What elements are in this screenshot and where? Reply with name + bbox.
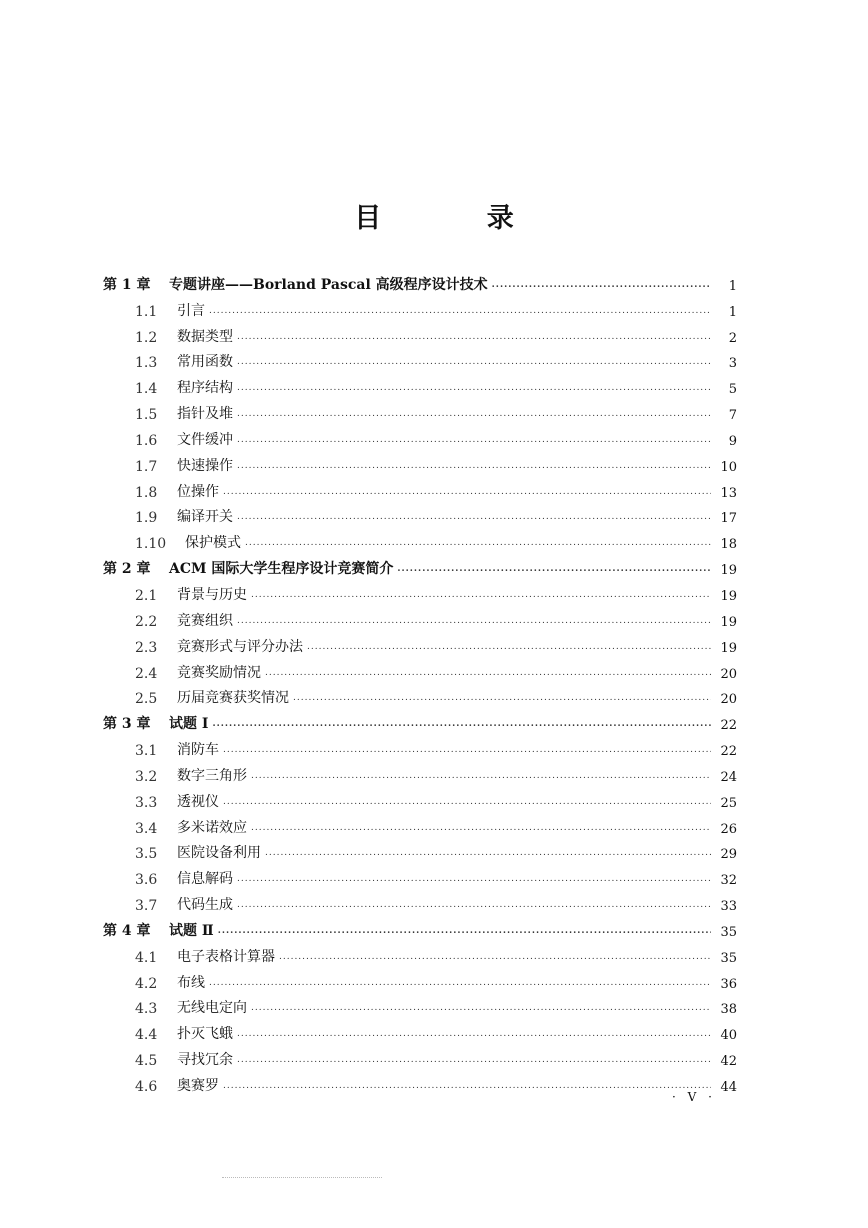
entry-title: 竞赛奖励情况: [177, 664, 261, 681]
entry-title: 程序结构: [177, 380, 233, 397]
toc-section-entry: [103, 888, 737, 914]
dot-leader: [492, 280, 711, 290]
dot-leader: [307, 642, 711, 652]
entry-number: 1.3: [135, 355, 158, 372]
entry-number: 1.8: [135, 484, 158, 501]
toc-section-entry: [103, 862, 737, 888]
entry-title: 医院设备利用: [177, 845, 261, 862]
dot-leader: [251, 590, 711, 600]
entry-number: 3.5: [135, 846, 158, 863]
entry-title: 消防车: [177, 742, 219, 759]
entry-title: 快速操作: [177, 457, 233, 474]
dot-leader: [209, 978, 711, 988]
entry-number: 3.2: [135, 768, 158, 785]
toc-section-entry: [103, 604, 737, 630]
entry-page-number: 10: [720, 459, 737, 475]
entry-number: 1.2: [135, 329, 158, 346]
entry-number: 3.6: [135, 872, 158, 889]
dot-leader: [237, 409, 711, 419]
entry-page-number: 5: [728, 382, 737, 398]
entry-title: 竞赛组织: [177, 612, 233, 629]
dot-leader: [237, 900, 711, 910]
page-title: 目 录: [354, 203, 562, 234]
entry-page-number: 26: [720, 821, 737, 837]
entry-number: 3.7: [135, 898, 158, 915]
entry-title: 寻找冗余: [177, 1052, 233, 1069]
entry-page-number: 42: [720, 1054, 737, 1070]
toc-chapter-entry: [103, 707, 737, 733]
entry-page-number: 17: [720, 511, 737, 527]
entry-page-number: 38: [720, 1002, 737, 1018]
toc-section-entry: [103, 811, 737, 837]
entry-title: 数据类型: [177, 328, 233, 345]
dot-leader: [251, 823, 711, 833]
entry-number: 3.1: [135, 743, 158, 760]
entry-number: 第 3 章: [103, 716, 151, 733]
entry-page-number: 20: [720, 666, 737, 682]
toc-chapter-entry: [103, 552, 737, 578]
entry-number: 1.5: [135, 407, 158, 424]
dot-leader: [279, 952, 711, 962]
dot-leader: [237, 874, 711, 884]
entry-number: 4.2: [135, 975, 158, 992]
entry-page-number: 35: [720, 950, 737, 966]
toc-section-entry: [103, 1069, 737, 1095]
dot-leader: [251, 1003, 711, 1013]
entry-number: 2.4: [135, 665, 158, 682]
entry-title: 编译开关: [177, 509, 233, 526]
toc-section-entry: [103, 656, 737, 682]
entry-title: 布线: [177, 974, 205, 991]
entry-number: 1.1: [135, 303, 158, 320]
entry-page-number: 19: [720, 588, 737, 604]
dot-leader: [265, 848, 711, 858]
dot-leader: [237, 357, 711, 367]
entry-number: 4.3: [135, 1001, 158, 1018]
dot-leader: [245, 538, 711, 548]
toc-section-entry: [103, 940, 737, 966]
toc-section-entry: [103, 682, 737, 708]
entry-page-number: 33: [720, 899, 737, 915]
toc-section-entry: [103, 526, 737, 552]
dot-leader: [223, 745, 711, 755]
toc-section-entry: [103, 578, 737, 604]
entry-number: 第 2 章: [103, 561, 151, 578]
entry-page-number: 20: [720, 692, 737, 708]
entry-number: 3.3: [135, 794, 158, 811]
entry-title: ACM 国际大学生程序设计竞赛简介: [169, 561, 394, 578]
dot-leader: [237, 1055, 711, 1065]
entry-page-number: 22: [720, 744, 737, 760]
entry-number: 4.1: [135, 949, 158, 966]
dot-leader: [293, 693, 711, 703]
entry-page-number: 9: [728, 433, 737, 449]
entry-title: 历届竞赛获奖情况: [177, 690, 289, 707]
entry-title: 数字三角形: [177, 767, 247, 784]
entry-number: 1.7: [135, 458, 158, 475]
toc-section-entry: [103, 320, 737, 346]
entry-page-number: 35: [720, 924, 737, 940]
toc-section-entry: [103, 501, 737, 527]
dot-leader: [237, 332, 711, 342]
entry-title: 代码生成: [177, 897, 233, 914]
entry-title: 保护模式: [185, 535, 241, 552]
scan-smudge: [222, 1177, 382, 1181]
entry-number: 1.10: [135, 536, 167, 553]
entry-page-number: 22: [720, 718, 737, 734]
entry-number: 第 4 章: [103, 922, 151, 939]
entry-page-number: 40: [720, 1028, 737, 1044]
entry-title: 背景与历史: [177, 586, 247, 603]
entry-page-number: 3: [728, 356, 737, 372]
dot-leader: [251, 771, 711, 781]
toc-section-entry: [103, 785, 737, 811]
entry-page-number: 13: [720, 485, 737, 501]
entry-number: 2.5: [135, 691, 158, 708]
entry-number: 第 1 章: [103, 276, 151, 293]
entry-number: 4.4: [135, 1027, 158, 1044]
entry-title: 试题 I: [169, 716, 209, 733]
entry-title: 多米诺效应: [177, 819, 247, 836]
entry-title: 试题 Ⅱ: [169, 922, 214, 939]
entry-title: 无线电定向: [177, 1000, 247, 1017]
entry-page-number: 32: [720, 873, 737, 889]
toc-chapter-entry: [103, 268, 737, 294]
toc-section-entry: [103, 449, 737, 475]
toc-section-entry: [103, 294, 737, 320]
dot-leader: [212, 719, 711, 729]
dot-leader: [237, 1029, 711, 1039]
entry-number: 2.3: [135, 639, 158, 656]
entry-title: 电子表格计算器: [177, 948, 275, 965]
entry-page-number: 44: [720, 1080, 737, 1095]
toc-section-entry: [103, 966, 737, 992]
dot-leader: [237, 616, 711, 626]
toc-section-entry: [103, 1017, 737, 1043]
toc-section-entry: [103, 837, 737, 863]
dot-leader: [218, 926, 711, 936]
entry-number: 3.4: [135, 820, 158, 837]
toc-section-entry: [103, 475, 737, 501]
dot-leader: [237, 435, 711, 445]
dot-leader: [223, 797, 711, 807]
entry-number: 2.2: [135, 613, 158, 630]
entry-page-number: 25: [720, 795, 737, 811]
toc-section-entry: [103, 733, 737, 759]
entry-title: 常用函数: [177, 354, 233, 371]
entry-title: 奥赛罗: [177, 1078, 219, 1094]
entry-page-number: 19: [720, 563, 737, 579]
dot-leader: [223, 487, 711, 497]
entry-title: 指针及堆: [177, 406, 233, 423]
toc-section-entry: [103, 371, 737, 397]
entry-title: 透视仪: [177, 793, 219, 810]
dot-leader: [265, 668, 711, 678]
entry-page-number: 18: [720, 537, 737, 553]
entry-title: 专题讲座——Borland Pascal 高级程序设计技术: [169, 276, 488, 293]
entry-number: 4.5: [135, 1053, 158, 1070]
entry-page-number: 36: [720, 976, 737, 992]
entry-title: 位操作: [177, 483, 219, 500]
dot-leader: [209, 306, 711, 316]
page-folio: · V ·: [672, 1090, 716, 1104]
entry-number: 1.6: [135, 432, 158, 449]
dot-leader: [237, 461, 711, 471]
entry-page-number: 29: [720, 847, 737, 863]
entry-page-number: 19: [720, 640, 737, 656]
entry-number: 2.1: [135, 587, 158, 604]
entry-title: 信息解码: [177, 871, 233, 888]
dot-leader: [237, 512, 711, 522]
entry-page-number: 7: [728, 408, 737, 424]
entry-title: 文件缓冲: [177, 431, 233, 448]
toc-section-entry: [103, 759, 737, 785]
entry-number: 4.6: [135, 1079, 158, 1095]
toc-list: [103, 268, 737, 1095]
entry-number: 1.4: [135, 381, 158, 398]
dot-leader: [223, 1081, 711, 1091]
entry-number: 1.9: [135, 510, 158, 527]
toc-section-entry: [103, 397, 737, 423]
toc-section-entry: [103, 992, 737, 1018]
entry-page-number: 1: [728, 278, 737, 294]
entry-title: 竞赛形式与评分办法: [177, 638, 303, 655]
entry-page-number: 1: [728, 304, 737, 320]
entry-title: 扑灭飞蛾: [177, 1026, 233, 1043]
dot-leader: [397, 564, 711, 574]
dot-leader: [237, 383, 711, 393]
toc-section-entry: [103, 1043, 737, 1069]
entry-page-number: 2: [728, 330, 737, 346]
entry-page-number: 19: [720, 614, 737, 630]
entry-page-number: 24: [720, 769, 737, 785]
entry-title: 引言: [177, 302, 205, 319]
toc-section-entry: [103, 346, 737, 372]
toc-section-entry: [103, 423, 737, 449]
toc-chapter-entry: [103, 914, 737, 940]
toc-section-entry: [103, 630, 737, 656]
